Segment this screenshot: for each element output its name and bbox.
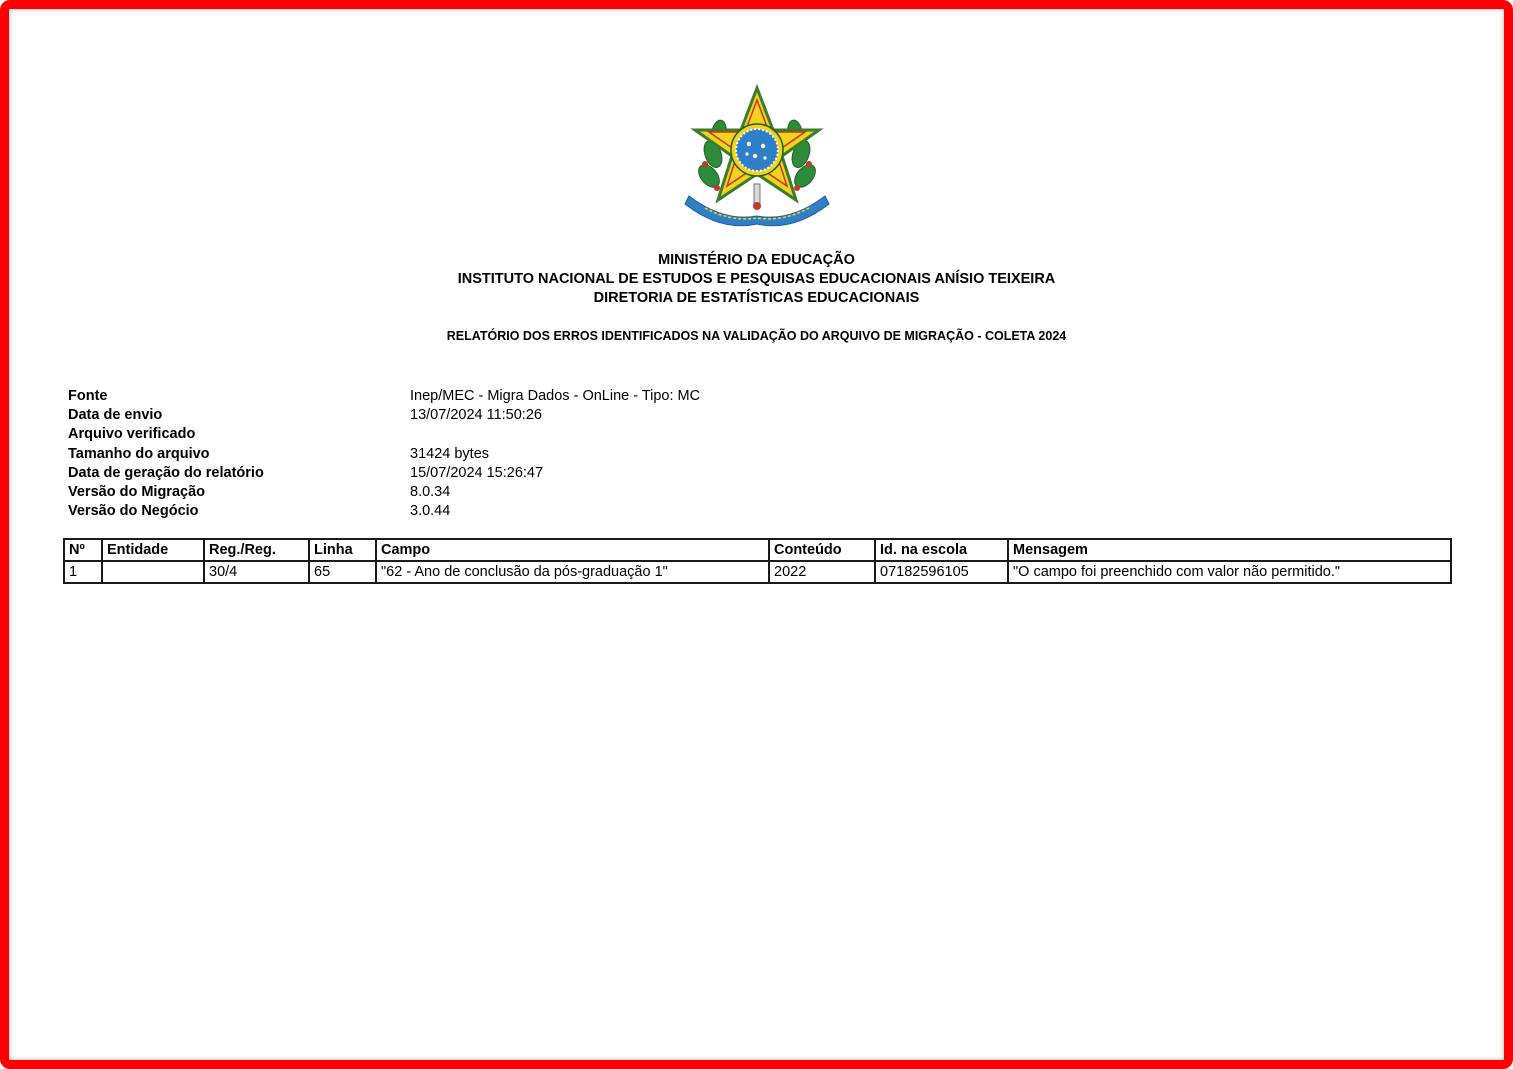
directorate-title: DIRETORIA DE ESTATÍSTICAS EDUCACIONAIS	[593, 290, 920, 306]
info-value: 3.0.44	[410, 503, 451, 520]
info-label: Data de geração do relatório	[68, 464, 264, 481]
column-header-content: Conteúdo	[769, 539, 875, 561]
column-header-message: Mensagem	[1008, 539, 1451, 561]
column-header-record: Reg./Reg.	[204, 539, 309, 561]
info-label: Arquivo verificado	[68, 426, 196, 443]
info-label: Tamanho do arquivo	[68, 445, 210, 462]
table-header-row	[64, 539, 1451, 561]
info-label: Fonte	[68, 388, 108, 404]
info-value: Inep/MEC - Migra Dados - OnLine - Tipo: MC	[410, 388, 701, 404]
info-value: 8.0.34	[410, 483, 451, 500]
table-row	[64, 561, 1451, 583]
info-label: Versão do Negócio	[68, 503, 199, 520]
table-cell	[102, 561, 204, 583]
errors-table	[63, 538, 1452, 584]
info-label: Versão do Migração	[68, 483, 205, 500]
info-value: 13/07/2024 11:50:26	[410, 407, 542, 424]
table-cell: 1	[64, 561, 102, 583]
column-header-entity: Entidade	[102, 539, 204, 561]
table-cell: "62 - Ano de conclusão da pós-graduação 1"	[376, 561, 769, 583]
brazil-coat-of-arms-icon	[683, 84, 831, 234]
info-label: Data de envio	[68, 407, 163, 424]
column-header-field: Campo	[376, 539, 769, 561]
column-header-number: Nº	[64, 539, 102, 561]
info-value: 31424 bytes	[410, 445, 490, 462]
ministry-title: MINISTÉRIO DA EDUCAÇÃO	[658, 252, 855, 268]
column-header-line: Linha	[309, 539, 376, 561]
table-cell: 07182596105	[875, 561, 1008, 583]
table-cell: "O campo foi preenchido com valor não permitido."	[1008, 561, 1451, 583]
info-value: 15/07/2024 15:26:47	[410, 464, 544, 481]
column-header-school-id: Id. na escola	[875, 539, 1008, 561]
report-title: RELATÓRIO DOS ERROS IDENTIFICADOS NA VALIDAÇÃO DO ARQUIVO DE MIGRAÇÃO - COLETA 2024	[446, 329, 1067, 343]
table-cell: 30/4	[204, 561, 309, 583]
institute-title: INSTITUTO NACIONAL DE ESTUDOS E PESQUISAS EDUCACIONAIS ANÍSIO TEIXEIRA	[457, 271, 1056, 287]
table-cell: 2022	[769, 561, 875, 583]
table-cell: 65	[309, 561, 376, 583]
